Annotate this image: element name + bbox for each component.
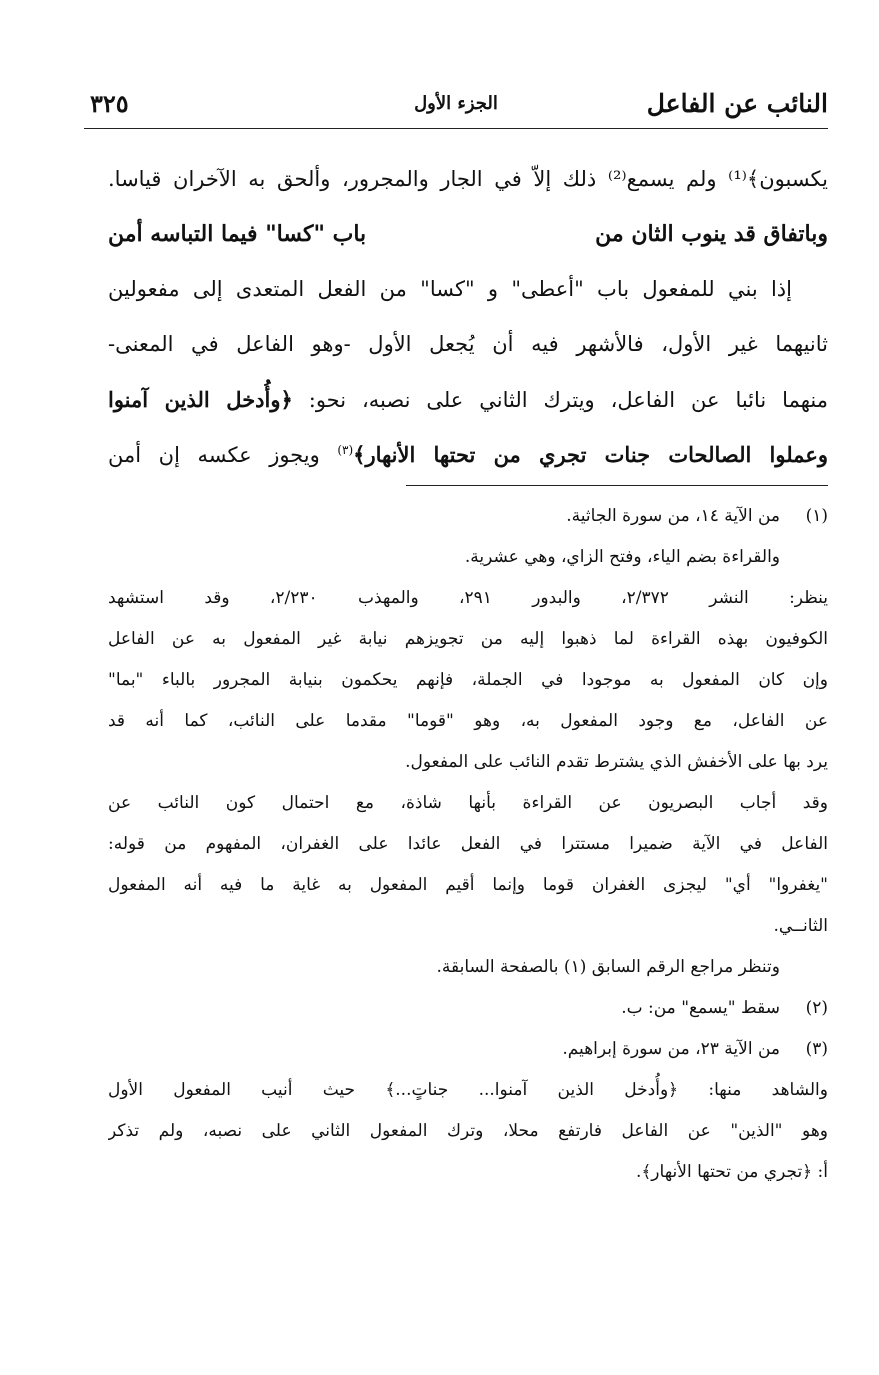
footnote-3 (108, 1029, 828, 1070)
body-line-5-text: منهما نائبا عن الفاعل، ويترك الثاني على نصبه، نحو: (292, 388, 828, 412)
body-line-3: إذا بني للمفعول باب "أعطى" و "كسا" من الفعل المتعدى إلى مفعولين (108, 277, 792, 301)
body-line-1: يكسبون﴾⁽¹⁾ ولم يسمع⁽²⁾ ذلك إلاّ في الجار والمجرور، وألحق به الآخران قياسا. (108, 167, 828, 191)
verse-second-hemistich: باب "كسا" فيما التباسه أمن (108, 221, 367, 247)
footnote-1-number: (١) (805, 506, 828, 526)
footnotes (108, 496, 828, 1193)
footnote-separator (406, 485, 828, 486)
footnote-line: ينظر: النشر ٢/٣٧٢، والبدور ٢٩١، والمهذب ٢/٢٣٠، وقد استشهد (108, 588, 828, 608)
verse-line (108, 207, 828, 262)
page-number: ٣٢٥ (90, 88, 129, 118)
verse-first-hemistich: وباتفاق قد ينوب الثان من (595, 221, 828, 247)
main-text (108, 152, 828, 482)
footnote-line: أ: ﴿تجري من تحتها الأنهار﴾. (635, 1162, 828, 1182)
footnote-line: الكوفيون بهذه القراءة لما ذهبوا إليه من تجويزهم نيابة غير المفعول به عن الفاعل (108, 629, 828, 649)
footnote-line: وإن كان المفعول به موجودا في الجملة، فإنهم يحكمون بنيابة المجرور بالباء "بما" (108, 670, 828, 690)
footnote-line: وقد أجاب البصريون عن القراءة بأنها شاذة، مع احتمال كون النائب عن (108, 793, 828, 813)
footnote-line: والشاهد منها: ﴿وأُدخل الذين آمنوا... جناتٍ...﴾ حيث أنيب المفعول الأول (108, 1080, 828, 1100)
quran-quote-start: ﴿وأُدخل الذين آمنوا (108, 387, 293, 412)
chapter-title: النائب عن الفاعل (646, 88, 828, 118)
running-header (84, 78, 828, 129)
footnote-3-text: من الآية ٢٣، من سورة إبراهيم. (562, 1039, 780, 1059)
footnote-line: والقراءة بضم الياء، وفتح الزاي، وهي عشرية. (464, 547, 780, 567)
footnote-line: وهو "الذين" عن الفاعل فارتفع محلا، وترك المفعول الثاني على نصبه، ولم تذكر (108, 1121, 828, 1141)
footnote-1 (108, 496, 828, 537)
body-line-6 (108, 427, 828, 482)
footnote-line: "يغفروا" أي" ليجزى الغفران قوما وإنما أقيم المفعول به غاية ما فيه أنه المفعول (108, 875, 828, 895)
volume-label: الجزء الأول (414, 92, 498, 114)
footnote-line: الثانــي. (773, 916, 828, 936)
footnote-3-number: (٣) (805, 1039, 828, 1059)
body-line-6-text: ويجوز عكسه إن أمن (108, 443, 338, 467)
footnote-marker-3: (٣) (337, 443, 354, 457)
footnote-line: عن الفاعل، مع وجود المفعول به، وهو "قوما" مقدما على النائب، كما أنه قد (108, 711, 828, 731)
quran-quote-end: وعملوا الصالحات جنات تجري من تحتها الأنهار﴾ (353, 442, 828, 467)
footnote-2-text: سقط "يسمع" من: ب. (621, 998, 780, 1018)
footnote-1-text: من الآية ١٤، من سورة الجاثية. (566, 506, 780, 526)
body-line-4: ثانيهما غير الأول، فالأشهر فيه أن يُجعل الأول -وهو الفاعل في المعنى- (108, 332, 828, 356)
footnote-line: الفاعل في الآية ضميرا مستترا في الفعل عائدا على الغفران، المفهوم من قوله: (108, 834, 828, 854)
footnote-line: وتنظر مراجع الرقم السابق (١) بالصفحة السابقة. (436, 957, 780, 977)
footnote-line: يرد بها على الأخفش الذي يشترط تقدم النائب على المفعول. (405, 752, 828, 772)
footnote-2-number: (٢) (805, 998, 828, 1018)
body-line-5 (108, 372, 828, 427)
footnote-2 (108, 988, 828, 1029)
